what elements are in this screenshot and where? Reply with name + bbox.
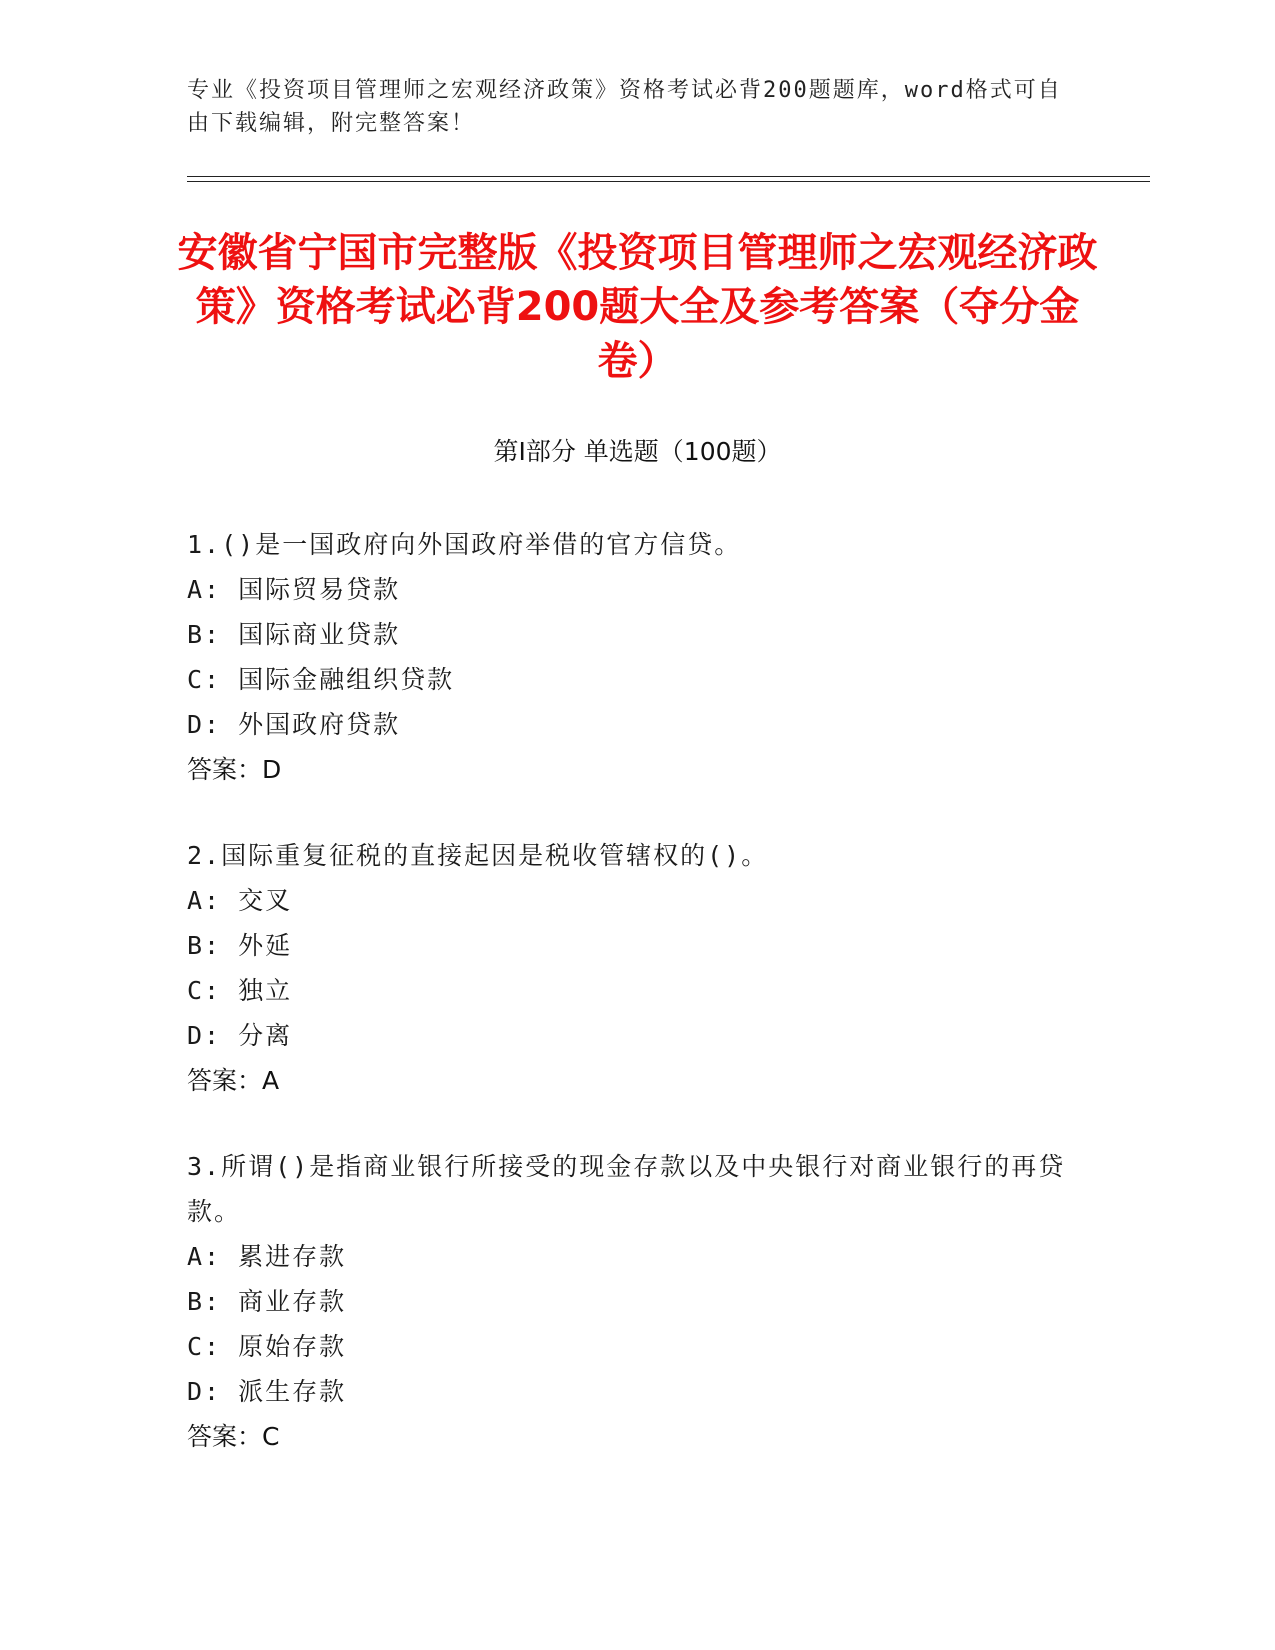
document-title: 安徽省宁国市完整版《投资项目管理师之宏观经济政策》资格考试必背200题大全及参考答案（夺分金卷） bbox=[177, 230, 1098, 384]
answer-text: 答案：A bbox=[187, 1066, 280, 1095]
question-item bbox=[187, 833, 1067, 1103]
option-d: D: 分离 bbox=[187, 1021, 293, 1050]
option-d: D: 派生存款 bbox=[187, 1377, 347, 1406]
answer-text: 答案：C bbox=[187, 1422, 280, 1451]
option-c: C: 独立 bbox=[187, 976, 293, 1005]
option-b: B: 外延 bbox=[187, 931, 293, 960]
question-text: 2.国际重复征税的直接起因是税收管辖权的()。 bbox=[187, 841, 769, 870]
option-a: A: 国际贸易贷款 bbox=[187, 575, 401, 604]
option-b: B: 商业存款 bbox=[187, 1287, 347, 1316]
answer-text: 答案：D bbox=[187, 755, 282, 784]
option-c: C: 国际金融组织贷款 bbox=[187, 665, 455, 694]
question-item bbox=[187, 1144, 1067, 1459]
option-c: C: 原始存款 bbox=[187, 1332, 347, 1361]
question-list bbox=[187, 522, 1067, 1500]
intro-text: 专业《投资项目管理师之宏观经济政策》资格考试必背200题题库，word格式可自由下载编辑，附完整答案！ bbox=[187, 78, 1062, 136]
option-a: A: 交叉 bbox=[187, 886, 293, 915]
section-heading: 第Ⅰ部分 单选题（100题） bbox=[493, 437, 782, 466]
header-divider-top bbox=[187, 176, 1150, 177]
option-d: D: 外国政府贷款 bbox=[187, 710, 401, 739]
question-item bbox=[187, 522, 1067, 792]
option-b: B: 国际商业贷款 bbox=[187, 620, 401, 649]
header-divider-bottom bbox=[187, 181, 1150, 182]
question-text: 3.所谓()是指商业银行所接受的现金存款以及中央银行对商业银行的再贷款。 bbox=[187, 1152, 1066, 1226]
option-a: A: 累进存款 bbox=[187, 1242, 347, 1271]
question-text: 1.()是一国政府向外国政府举借的官方信贷。 bbox=[187, 530, 742, 559]
